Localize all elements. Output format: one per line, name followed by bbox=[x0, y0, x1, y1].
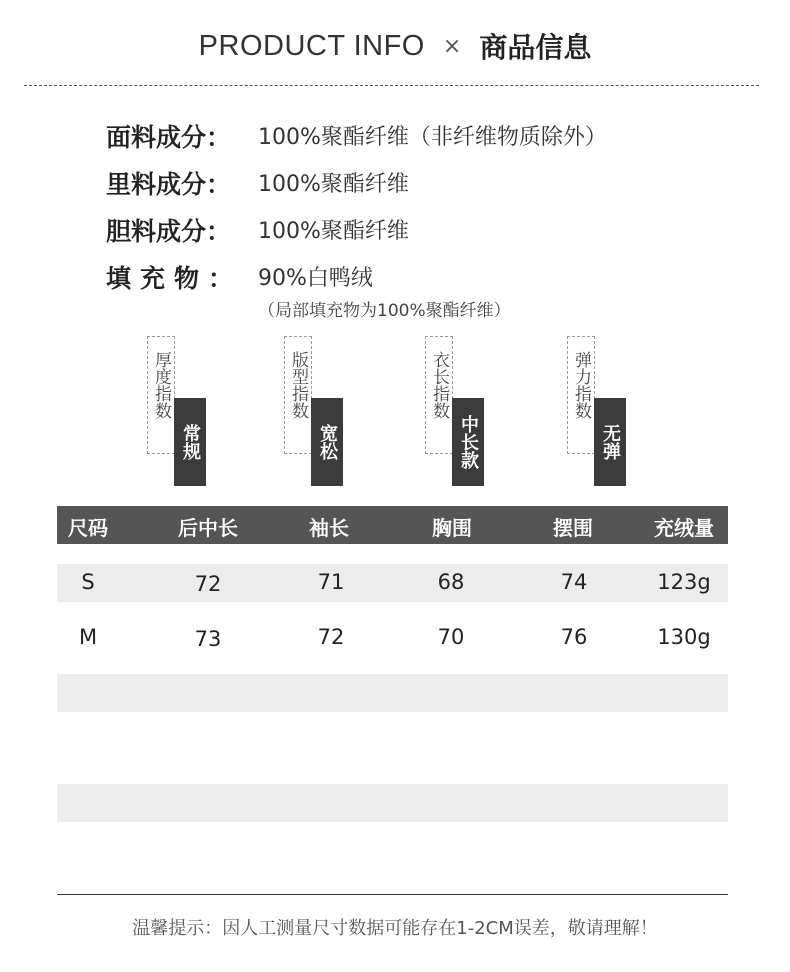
index-length bbox=[425, 336, 485, 486]
table-cell: 72 bbox=[194, 572, 222, 596]
composition-label: 里料成分： bbox=[106, 169, 232, 199]
table-cell: 72 bbox=[317, 625, 345, 649]
index-elasticity bbox=[567, 336, 627, 486]
index-value: 宽松 bbox=[317, 424, 338, 460]
table-row bbox=[57, 564, 728, 602]
composition-row-fabric bbox=[106, 112, 746, 159]
composition-value: 90%白鸭绒 bbox=[258, 266, 373, 291]
header-divider bbox=[24, 85, 759, 86]
composition-list bbox=[106, 112, 746, 300]
index-label-box bbox=[284, 336, 312, 454]
index-value-badge bbox=[174, 398, 206, 486]
index-label: 厚度指数 bbox=[151, 351, 171, 419]
composition-label: 胆料成分： bbox=[106, 216, 232, 246]
page-header bbox=[0, 24, 790, 68]
table-header-cell: 袖长 bbox=[309, 516, 349, 540]
composition-row-filling bbox=[106, 253, 746, 300]
index-value: 中长款 bbox=[458, 415, 479, 469]
composition-label: 填充物： bbox=[106, 263, 243, 293]
table-cell: M bbox=[78, 625, 98, 649]
filling-note: （局部填充物为100%聚酯纤维） bbox=[258, 301, 511, 321]
title-separator: × bbox=[442, 33, 462, 59]
table-header-cell: 胸围 bbox=[432, 516, 472, 540]
index-label: 衣长指数 bbox=[429, 351, 449, 419]
table-row-empty bbox=[57, 674, 728, 712]
table-cell: 68 bbox=[437, 570, 465, 594]
size-table bbox=[57, 506, 728, 822]
index-label: 版型指数 bbox=[288, 351, 308, 419]
table-cell: 73 bbox=[194, 627, 222, 651]
index-value-badge bbox=[452, 398, 484, 486]
table-header-cell: 摆围 bbox=[553, 516, 593, 540]
composition-value: 100%聚酯纤维（非纤维物质除外） bbox=[258, 125, 607, 150]
composition-label: 面料成分： bbox=[106, 122, 232, 152]
table-cell: S bbox=[81, 570, 95, 594]
index-value: 无弹 bbox=[600, 424, 621, 460]
index-value: 常规 bbox=[180, 424, 201, 460]
footer-divider bbox=[57, 894, 728, 895]
table-header-cell: 充绒量 bbox=[654, 516, 714, 540]
index-label-box bbox=[147, 336, 175, 454]
composition-row-lining bbox=[106, 159, 746, 206]
composition-value: 100%聚酯纤维 bbox=[258, 219, 409, 244]
index-thickness bbox=[147, 336, 207, 486]
title-chinese: 商品信息 bbox=[479, 31, 592, 64]
index-label-box bbox=[567, 336, 595, 454]
table-cell: 76 bbox=[560, 625, 588, 649]
table-header-row bbox=[57, 506, 728, 544]
index-value-badge bbox=[594, 398, 626, 486]
table-cell: 123g bbox=[657, 570, 711, 594]
table-cell: 74 bbox=[560, 570, 588, 594]
table-row bbox=[57, 619, 728, 657]
composition-value: 100%聚酯纤维 bbox=[258, 172, 409, 197]
table-header-cell: 尺码 bbox=[68, 516, 108, 540]
title-english: PRODUCT INFO bbox=[198, 29, 425, 62]
index-value-badge bbox=[311, 398, 343, 486]
table-row-empty bbox=[57, 784, 728, 822]
index-label: 弹力指数 bbox=[571, 351, 591, 419]
table-cell: 70 bbox=[437, 625, 465, 649]
table-cell: 71 bbox=[317, 570, 345, 594]
table-cell: 130g bbox=[657, 625, 711, 649]
table-header-cell: 后中长 bbox=[178, 516, 238, 540]
composition-row-inner bbox=[106, 206, 746, 253]
footer-note: 温馨提示：因人工测量尺寸数据可能存在1-2CM误差，敬请理解！ bbox=[132, 918, 658, 939]
index-fit bbox=[284, 336, 344, 486]
index-label-box bbox=[425, 336, 453, 454]
